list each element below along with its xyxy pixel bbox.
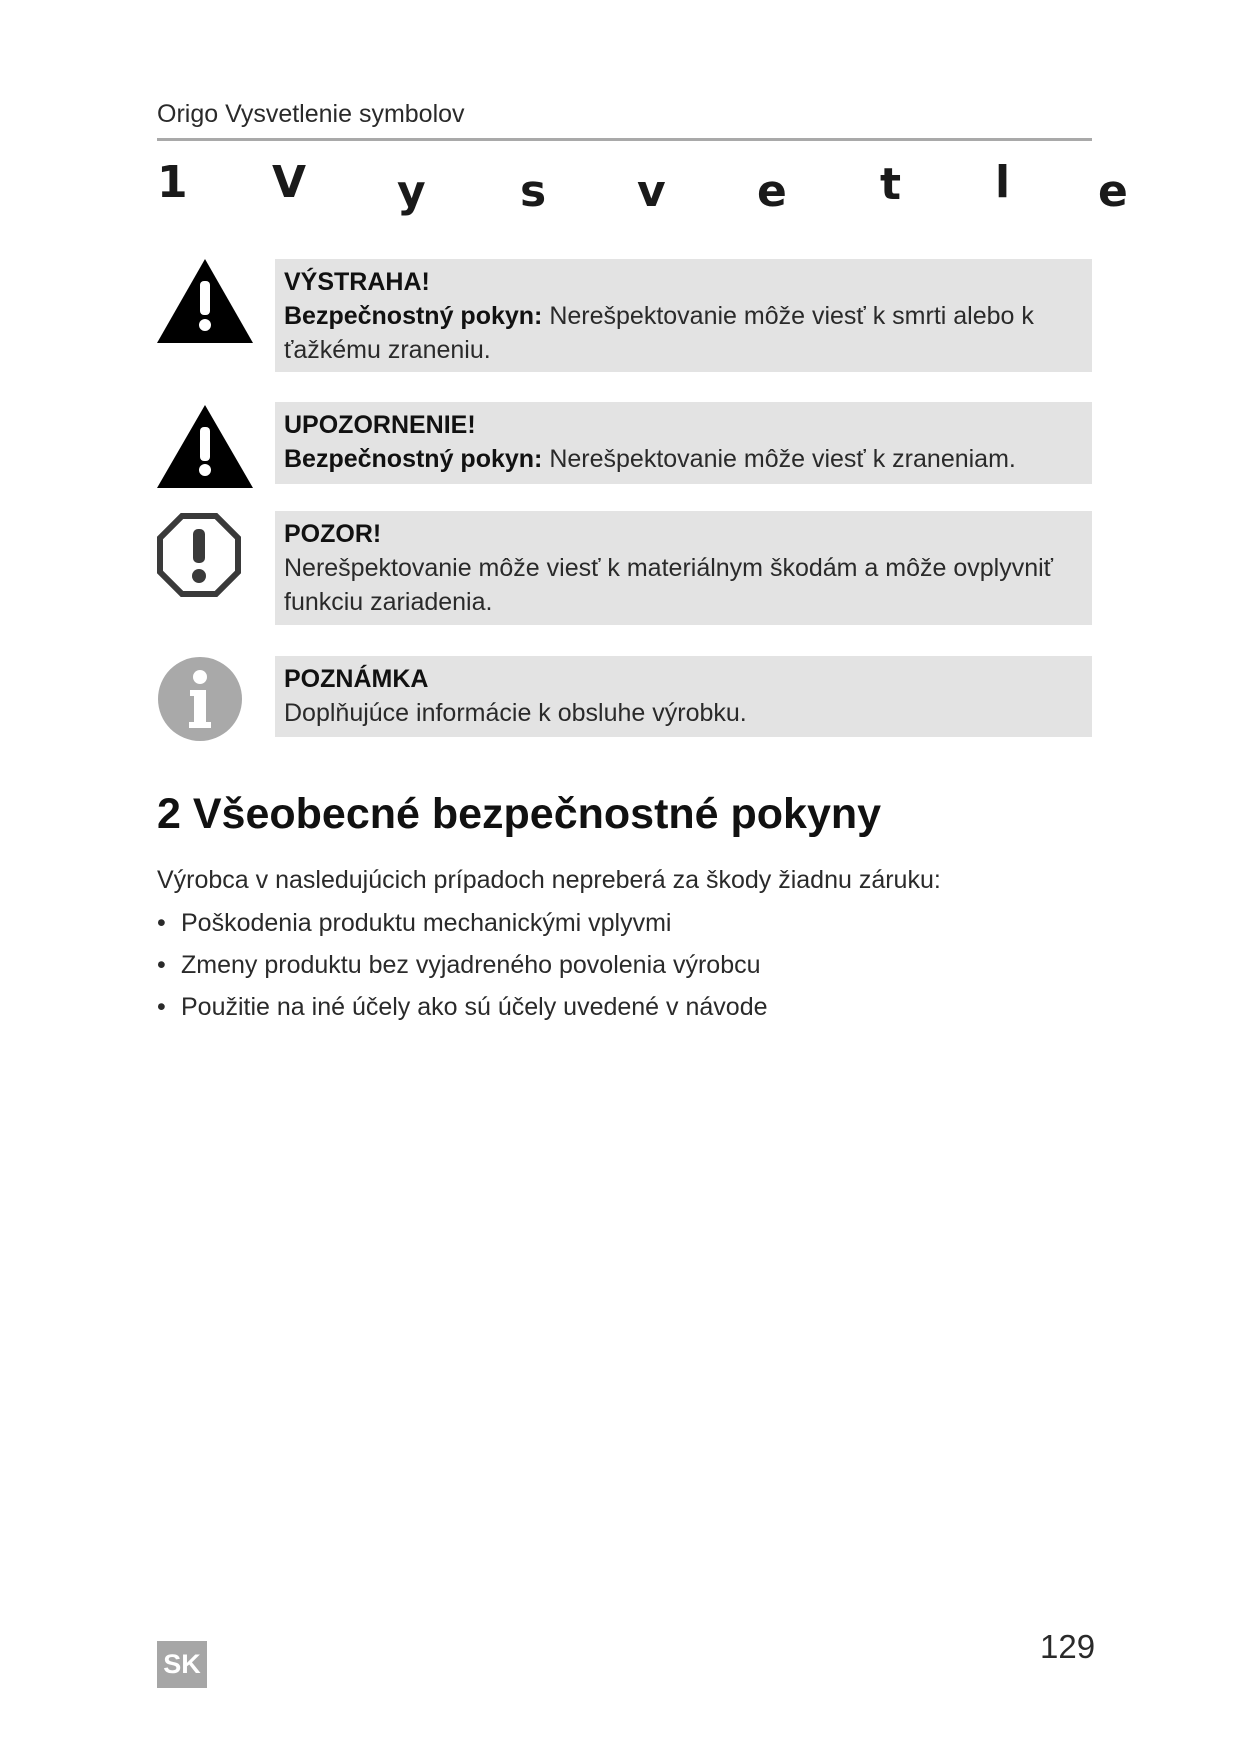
- notice-title: UPOZORNENIE!: [284, 411, 476, 439]
- notice-text: Nerešpektovanie môže viesť k materiálnym škodám a môže ovplyvniť funkciu zariadenia.: [284, 554, 1054, 616]
- list-item-text: Zmeny produktu bez vyjadreného povolenia výrobcu: [181, 951, 761, 979]
- notice-box: [275, 259, 1092, 372]
- notice-text: Nerešpektovanie môže viesť k smrti alebo k ťažkému zraneniu.: [284, 302, 1034, 364]
- list-item: [157, 992, 768, 1034]
- bullet-dot: •: [157, 951, 166, 979]
- notice-title: VÝSTRAHA!: [284, 268, 430, 296]
- list-item: [157, 950, 768, 992]
- heading-char: s: [520, 166, 547, 217]
- notice-lead: Bezpečnostný pokyn:: [284, 445, 543, 473]
- language-badge: SK: [157, 1641, 207, 1688]
- list-item: [157, 908, 768, 950]
- bullet-list: [157, 908, 768, 1034]
- notice-text: Doplňujúce informácie k obsluhe výrobku.: [284, 699, 747, 727]
- heading-char: 1: [157, 157, 188, 208]
- notice-box: [275, 656, 1092, 737]
- heading-char: v: [637, 166, 666, 217]
- list-item-text: Poškodenia produktu mechanickými vplyvmi: [181, 909, 672, 937]
- heading-char: t: [880, 159, 902, 210]
- section-1-heading: [0, 155, 1241, 225]
- section-2-heading: 2 Všeobecné bezpečnostné pokyny: [157, 790, 882, 838]
- notice-lead: Bezpečnostný pokyn:: [284, 302, 543, 330]
- header-rule: [157, 138, 1092, 141]
- page-number: 129: [1040, 1628, 1096, 1665]
- running-header: Origo Vysvetlenie symbolov: [157, 100, 465, 128]
- heading-char: y: [397, 166, 426, 217]
- list-item-text: Použitie na iné účely ako sú účely uvedené v návode: [181, 993, 768, 1021]
- heading-char: e: [1098, 166, 1128, 217]
- notice-box: [275, 511, 1092, 625]
- notice-text: Nerešpektovanie môže viesť k zraneniam.: [542, 445, 1016, 473]
- notice-octagon-icon: [157, 513, 241, 597]
- notice-title: POZOR!: [284, 520, 382, 548]
- notice-box: [275, 402, 1092, 484]
- heading-char: e: [757, 166, 787, 217]
- notice-title: POZNÁMKA: [284, 665, 429, 693]
- heading-char: l: [995, 157, 1011, 208]
- bullet-dot: •: [157, 993, 166, 1021]
- heading-char: V: [272, 157, 307, 208]
- caution-triangle-icon: [157, 405, 253, 488]
- info-circle-icon: [157, 656, 243, 742]
- warning-triangle-icon: [157, 259, 253, 343]
- section-2-intro: Výrobca v nasledujúcich prípadoch nepreberá za škody žiadnu záruku:: [157, 866, 941, 894]
- bullet-dot: •: [157, 909, 166, 937]
